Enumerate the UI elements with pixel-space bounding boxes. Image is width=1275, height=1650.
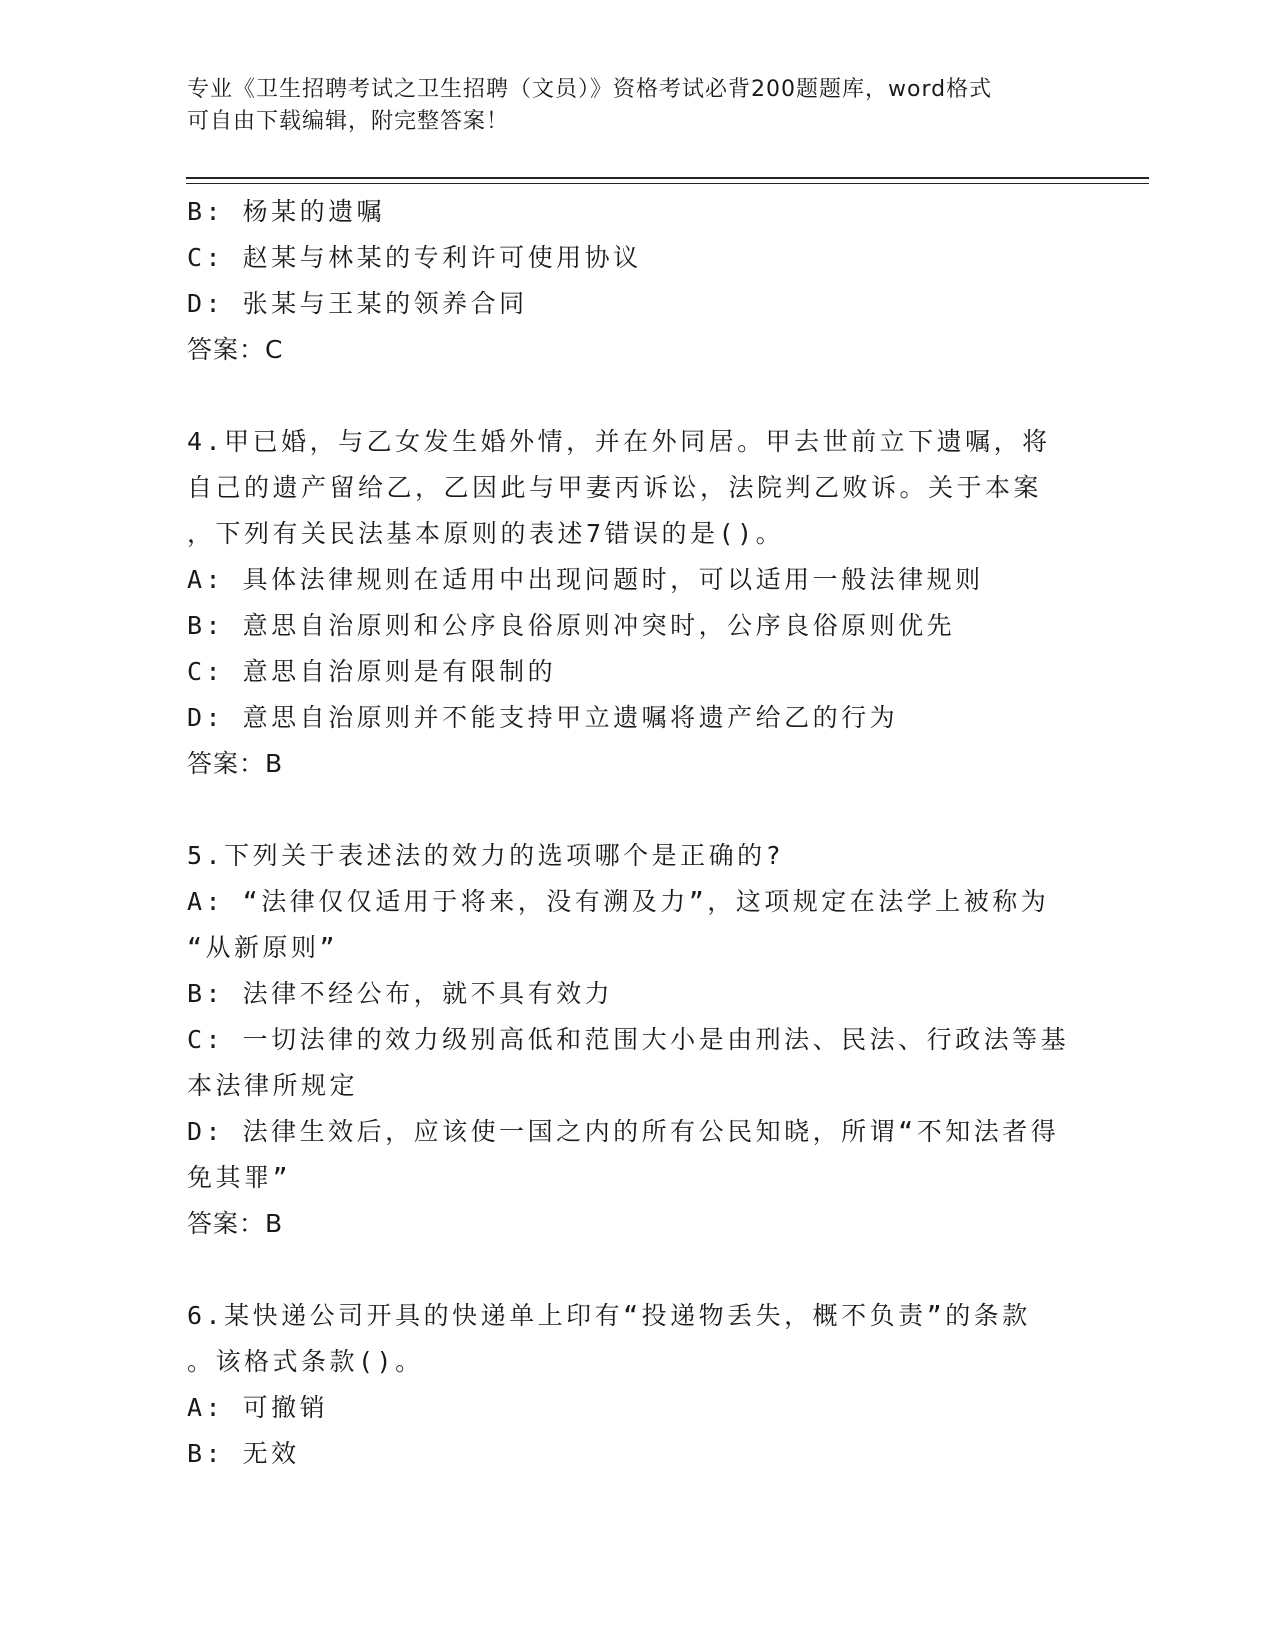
q3-option-d: D: 张某与王某的领养合同 bbox=[187, 289, 528, 318]
spacer bbox=[187, 373, 1087, 419]
q4-answer: 答案：B bbox=[187, 749, 284, 778]
q4-stem-line-1: 4.甲已婚，与乙女发生婚外情，并在外同居。甲去世前立下遗嘱，将 bbox=[187, 427, 1051, 456]
spacer bbox=[187, 1247, 1087, 1293]
q5-stem: 5.下列关于表述法的效力的选项哪个是正确的? bbox=[187, 841, 785, 870]
q5-option-b: B: 法律不经公布，就不具有效力 bbox=[187, 979, 614, 1008]
q3-option-c: C: 赵某与林某的专利许可使用协议 bbox=[187, 243, 642, 272]
q4-option-b: B: 意思自治原则和公序良俗原则冲突时，公序良俗原则优先 bbox=[187, 611, 956, 640]
question-6 bbox=[187, 1293, 1087, 1477]
q5-option-a-line-1: A: “法律仅仅适用于将来，没有溯及力”，这项规定在法学上被称为 bbox=[187, 887, 1050, 916]
question-3 bbox=[187, 189, 1087, 373]
header-rule-thick bbox=[186, 177, 1149, 179]
q4-option-a: A: 具体法律规则在适用中出现问题时，可以适用一般法律规则 bbox=[187, 565, 984, 594]
q5-option-d-line-2: 免其罪” bbox=[187, 1163, 292, 1192]
q5-option-c-line-1: C: 一切法律的效力级别高低和范围大小是由刑法、民法、行政法等基 bbox=[187, 1025, 1070, 1054]
header-line-1: 专业《卫生招聘考试之卫生招聘（文员）》资格考试必背200题题库，word格式 bbox=[187, 77, 993, 102]
q5-answer: 答案：B bbox=[187, 1209, 284, 1238]
q5-option-c-line-2: 本法律所规定 bbox=[187, 1071, 359, 1100]
document-header bbox=[187, 74, 1067, 138]
q6-option-a: A: 可撤销 bbox=[187, 1393, 329, 1422]
header-rule-thin bbox=[186, 183, 1149, 184]
q5-option-d-line-1: D: 法律生效后，应该使一国之内的所有公民知晓，所谓“不知法者得 bbox=[187, 1117, 1060, 1146]
spacer bbox=[187, 787, 1087, 833]
q4-stem-line-2: 自己的遗产留给乙，乙因此与甲妻丙诉讼，法院判乙败诉。关于本案 bbox=[187, 473, 1043, 502]
q3-answer: 答案：C bbox=[187, 335, 284, 364]
question-4 bbox=[187, 419, 1087, 787]
q6-stem-line-2: 。该格式条款()。 bbox=[187, 1347, 424, 1376]
q6-stem-line-1: 6.某快递公司开具的快递单上印有“投递物丢失，概不负责”的条款 bbox=[187, 1301, 1031, 1330]
header-line-2: 可自由下载编辑，附完整答案！ bbox=[187, 109, 510, 134]
question-5 bbox=[187, 833, 1087, 1247]
q5-option-a-line-2: “从新原则” bbox=[187, 933, 339, 962]
q4-stem-line-3: ，下列有关民法基本原则的表述7错误的是()。 bbox=[187, 519, 785, 548]
question-list bbox=[187, 189, 1087, 1477]
q4-option-c: C: 意思自治原则是有限制的 bbox=[187, 657, 557, 686]
q4-option-d: D: 意思自治原则并不能支持甲立遗嘱将遗产给乙的行为 bbox=[187, 703, 899, 732]
q3-option-b: B: 杨某的遗嘱 bbox=[187, 197, 386, 226]
q6-option-b: B: 无效 bbox=[187, 1439, 300, 1468]
